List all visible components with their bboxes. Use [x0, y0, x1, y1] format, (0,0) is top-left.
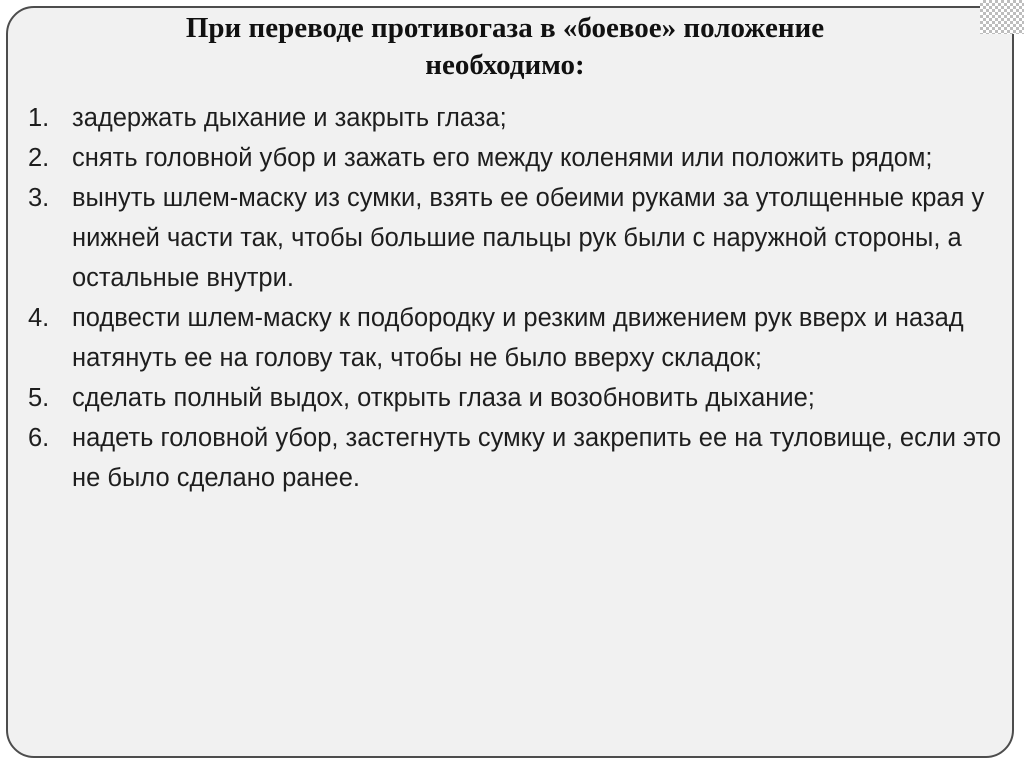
step-number: 1. [28, 104, 50, 132]
step-item-2 [28, 138, 1003, 178]
step-number: 6. [28, 424, 50, 452]
step-item-5 [28, 378, 1003, 418]
slide-title [60, 10, 950, 84]
step-number: 5. [28, 384, 50, 412]
step-text: подвести шлем-маску к подбородку и резким движением рук вверх и назад натянуть ее на голову так, чтобы не было вверху складок; [72, 304, 964, 372]
step-number: 2. [28, 144, 50, 172]
steps-list [28, 98, 1003, 498]
step-item-4 [28, 298, 1003, 378]
step-number: 3. [28, 184, 50, 212]
step-number: 4. [28, 304, 50, 332]
step-text: вынуть шлем-маску из сумки, взять ее обеими руками за утолщенные края у нижней части так, чтобы большие пальцы рук были с наружной стороны, а остальные внутри. [72, 184, 985, 292]
step-text: снять головной убор и зажать его между коленями или положить рядом; [72, 144, 933, 172]
title-line-2: необходимо: [425, 49, 585, 81]
title-line-1: При переводе противогаза в «боевое» положение [185, 12, 825, 44]
step-item-6 [28, 418, 1003, 498]
step-item-3 [28, 178, 1003, 298]
step-text: задержать дыхание и закрыть глаза; [72, 104, 507, 132]
step-text: надеть головной убор, застегнуть сумку и закрепить ее на туловище, если это не было сделано ранее. [72, 424, 1002, 492]
step-text: сделать полный выдох, открыть глаза и возобновить дыхание; [72, 384, 815, 412]
corner-decoration [980, 0, 1024, 34]
step-item-1 [28, 98, 1003, 138]
